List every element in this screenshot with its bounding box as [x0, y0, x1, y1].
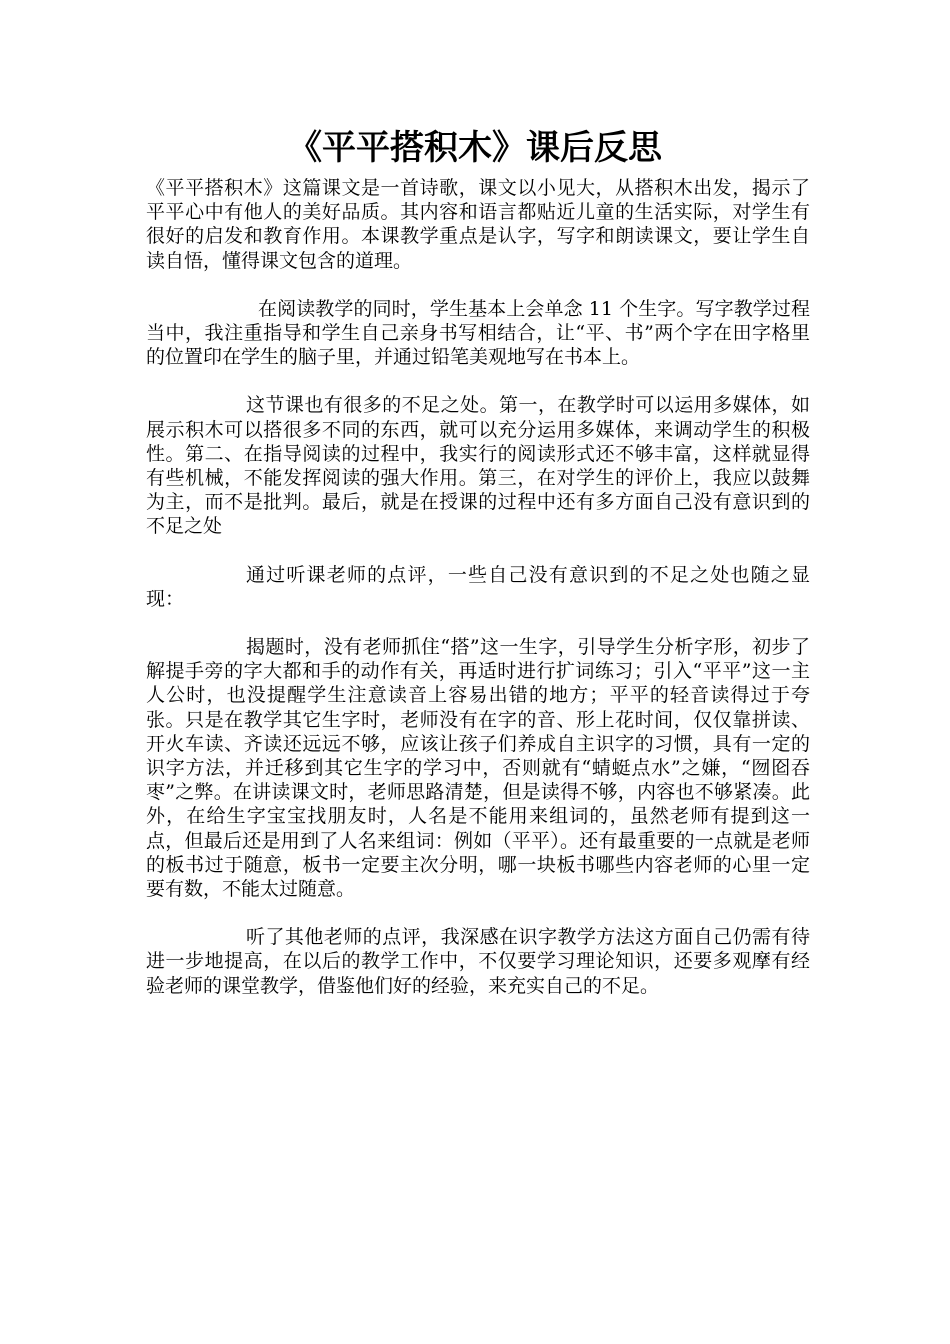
paragraph-shortcomings: 这节课也有很多的不足之处。第一，在教学时可以运用多媒体，如展示积木可以搭很多不同的东西，就可以充分运用多媒体，来调动学生的积极性。第二、在指导阅读的过程中，我实行的阅读形式还不够丰富，这样就显得有些机械，不能发挥阅读的强大作用。第三，在对学生的评价上，我应以鼓舞为主，而不是批判。最后，就是在授课的过程中还有多方面自己没有意识到的不足之处 — [146, 394, 810, 538]
paragraph-conclusion: 听了其他老师的点评，我深感在识字教学方法这方面自己仍需有待进一步地提高，在以后的教学工作中，不仅要学习理论知识，还要多观摩有经验老师的课堂教学，借鉴他们好的经验，来充实自己的不足。 — [146, 926, 810, 997]
paragraph-reading-teaching: 在阅读教学的同时，学生基本上会单念 11 个生字。写字教学过程当中，我注重指导和学生自己亲身书写相结合，让“平、书”两个字在田字格里的位置印在学生的脑子里，并通过铅笔美观地写在书本上。 — [146, 297, 810, 369]
paragraph-feedback-intro: 通过听课老师的点评，一些自己没有意识到的不足之处也随之显现： — [146, 563, 810, 610]
paragraph-intro: 《平平搭积木》这篇课文是一首诗歌，课文以小见大，从搭积木出发，揭示了平平心中有他人的美好品质。其内容和语言都贴近儿童的生活实际，对学生有很好的启发和教育作用。本课教学重点是认字，写字和朗读课文，要让学生自读自悟，懂得课文包含的道理。 — [146, 177, 810, 272]
paragraph-feedback-details: 揭题时，没有老师抓住“搭”这一生字，引导学生分析字形，初步了解提手旁的字大都和手的动作有关，再适时进行扩词练习；引入“平平”这一主人公时，也没提醒学生注意读音上容易出错的地方；平平的轻音读得过于夸张。只是在教学其它生字时，老师没有在字的音、形上花时间，仅仅靠拼读、开火车读、齐读还远远不够，应该让孩子们养成自主识字的习惯，具有一定的识字方法，并迁移到其它生字的学习中，否则就有“蜻蜓点水”之嫌，“囫囵吞枣”之弊。在讲读课文时，老师思路清楚，但是读得不够，内容也不够紧凑。此外，在给生字宝宝找朋友时，人名是不能用来组词的，虽然老师有提到这一点，但最后还是用到了人名来组词：例如（平平）。还有最重要的一点就是老师的板书过于随意，板书一定要主次分明，哪一块板书哪些内容老师的心里一定要有数，不能太过随意。 — [146, 636, 810, 901]
document-title: 《平平搭积木》课后反思 — [288, 128, 662, 168]
document-body — [146, 176, 810, 1022]
